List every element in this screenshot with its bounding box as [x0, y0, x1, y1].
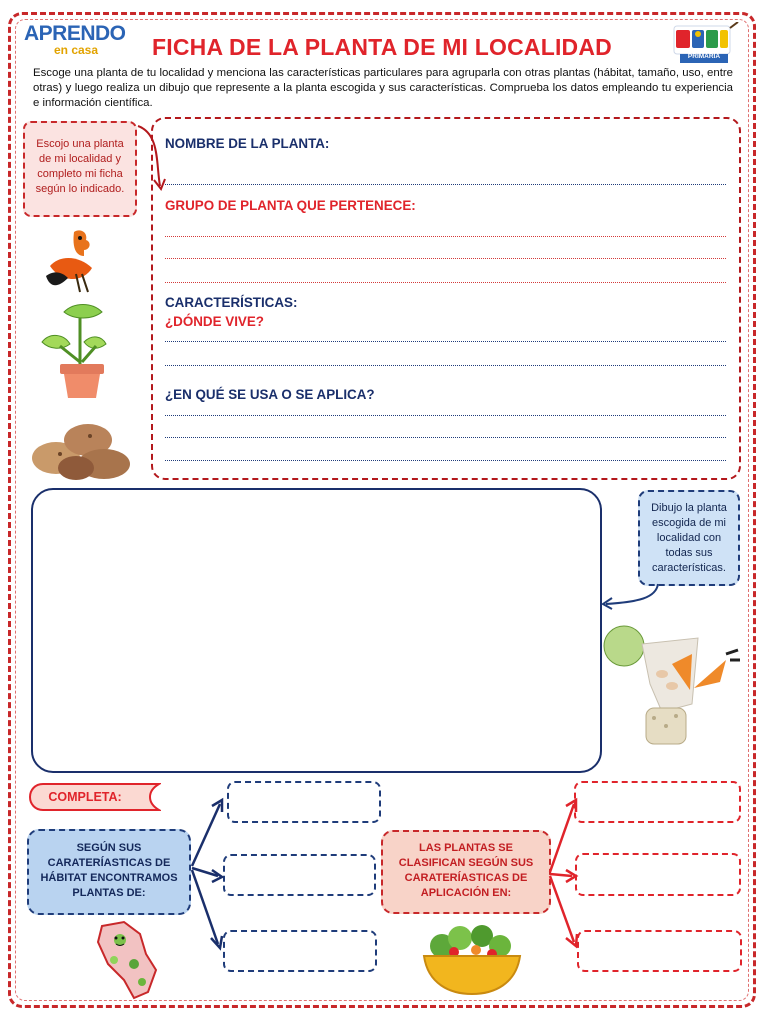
badge-label: PRIMARIA [687, 53, 721, 60]
completa-label: COMPLETA: [48, 790, 122, 804]
drawing-area[interactable] [31, 488, 602, 773]
callout-arrow-left-icon [598, 582, 668, 612]
plant-group-label: GRUPO DE PLANTA QUE PERTENECE: [165, 198, 416, 213]
habitat-answer-box-2[interactable] [223, 854, 376, 896]
where-lives-line-1[interactable] [165, 341, 726, 342]
callout-choose-plant: Escojo una planta de mi localidad y completo mi ficha según lo indicado. [23, 121, 137, 217]
primaria-badge [668, 22, 740, 66]
plant-name-line[interactable] [165, 184, 726, 185]
page-title: FICHA DE LA PLANTA DE MI LOCALIDAD [152, 34, 612, 60]
application-classification-box: LAS PLANTAS SE CLASIFICAN SEGÚN SUS CARATERÍASTICAS DE APLICACIÓN EN: [381, 830, 551, 914]
plant-group-line-1[interactable] [165, 236, 726, 237]
habitat-answer-box-3[interactable] [223, 930, 377, 972]
logo-text-primary: APRENDO [24, 22, 126, 45]
instructions-paragraph: Escoge una planta de tu localidad y menciona las características particulares para agruparla con otras plantas (hábitat, tamaño, uso, entre otras) y luego realiza un dibujo que represente a la planta escogida y sus características. Comprueba los datos empleando tu experiencia e información científica. [33, 67, 733, 109]
application-answer-box-1[interactable] [574, 781, 741, 823]
usage-line-1[interactable] [165, 415, 726, 416]
plant-name-label: NOMBRE DE LA PLANTA: [165, 136, 330, 151]
vegetables-icon [602, 624, 742, 748]
usage-line-2[interactable] [165, 437, 726, 438]
usage-label: ¿EN QUÉ SE USA O SE APLICA? [165, 387, 375, 402]
completa-tag [29, 783, 159, 811]
logo-text-secondary: en casa [54, 43, 99, 57]
habitat-answer-box-1[interactable] [227, 781, 381, 823]
potatoes-icon [30, 418, 134, 482]
plant-group-line-2[interactable] [165, 258, 726, 259]
rooster-bird-icon [40, 226, 104, 296]
venus-flytrap-pot-icon [40, 302, 120, 402]
peru-map-icon [94, 920, 164, 1000]
where-lives-line-2[interactable] [165, 365, 726, 366]
application-answer-box-2[interactable] [575, 853, 741, 896]
application-arrows-icon [546, 796, 580, 956]
callout-draw-plant: Dibujo la planta escogida de mi localidad con todas sus características. [638, 490, 740, 586]
plant-group-line-3[interactable] [165, 282, 726, 283]
habitat-arrows-icon [186, 796, 230, 956]
habitat-classification-box: SEGÚN SUS CARATERÍASTICAS DE HÁBITAT ENCONTRAMOS PLANTAS DE: [27, 829, 191, 915]
application-answer-box-3[interactable] [577, 930, 742, 972]
salad-bowl-icon [420, 920, 524, 996]
where-lives-label: ¿DÓNDE VIVE? [165, 314, 264, 329]
usage-line-3[interactable] [165, 460, 726, 461]
characteristics-label: CARACTERÍSTICAS: [165, 295, 298, 310]
aprendo-en-casa-logo [24, 22, 126, 64]
